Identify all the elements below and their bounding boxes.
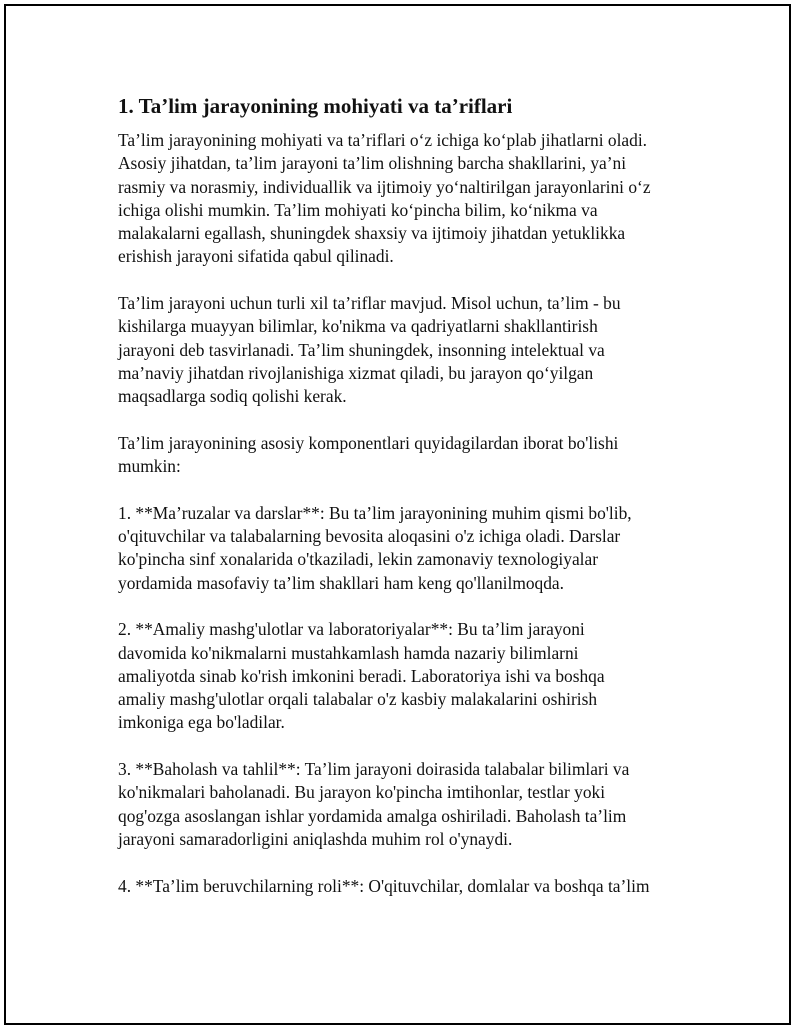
paragraph-components-intro bbox=[118, 432, 693, 479]
text-line: o'qituvchilar va talabalarning bevosita aloqasini o'z ichiga oladi. Darslar bbox=[118, 526, 621, 547]
paragraph-definitions bbox=[118, 292, 693, 408]
list-item-practical bbox=[118, 618, 693, 734]
text-line: qog'ozga asoslangan ishlar yordamida amalga oshiriladi. Baholash ta’lim bbox=[118, 805, 627, 826]
text-line: Ta’lim jarayonining mohiyati va ta’riflari o‘z ichiga ko‘plab jihatlarni oladi. bbox=[118, 130, 648, 150]
text-line: amaliy mashg'ulotlar orqali talabalar o'z kasbiy malakalarini oshirish bbox=[118, 689, 598, 710]
section-heading: 1. Ta’lim jarayonining mohiyati va ta’riflari bbox=[118, 94, 513, 118]
document-body bbox=[118, 92, 693, 921]
text-line: ko'nikmalari baholanadi. Bu jarayon ko'pincha imtihonlar, testlar yoki bbox=[118, 782, 606, 803]
list-item-assessment bbox=[118, 758, 693, 851]
text-line: 2. **Amaliy mashg'ulotlar va laboratoriyalar**: Bu ta’lim jarayoni bbox=[118, 619, 585, 640]
text-line: Asosiy jihatdan, ta’lim jarayoni ta’lim olishning barcha shakllarini, ya’ni bbox=[118, 153, 627, 174]
text-line: ma’naviy jihatdan rivojlanishiga xizmat qiladi, bu jarayon qo‘yilgan bbox=[118, 362, 594, 383]
text-line: Ta’lim jarayonining asosiy komponentlari quyidagilardan iborat bo'lishi bbox=[118, 432, 619, 453]
text-line: erishish jarayoni sifatida qabul qilinadi. bbox=[118, 246, 394, 267]
text-line: rasmiy va norasmiy, individuallik va ijtimoiy yo‘naltirilgan jarayonlarini o‘z bbox=[118, 176, 651, 197]
text-line: malakalarni egallash, shuningdek shaxsiy va ijtimoiy jihatdan yetuklikka bbox=[118, 223, 626, 244]
text-line: maqsadlarga sodiq qolishi kerak. bbox=[118, 386, 347, 407]
text-line: Ta’lim jarayoni uchun turli xil ta’riflar mavjud. Misol uchun, ta’lim - bu bbox=[118, 293, 621, 314]
text-line: kishilarga muayyan bilimlar, ko'nikma va qadriyatlarni shakllantirish bbox=[118, 316, 598, 337]
paragraph-intro bbox=[118, 129, 693, 269]
text-line: ko'pincha sinf xonalarida o'tkaziladi, lekin zamonaviy texnologiyalar bbox=[118, 549, 599, 570]
text-line: ichiga olishi mumkin. Ta’lim mohiyati ko‘pincha bilim, ko‘nikma va bbox=[118, 199, 598, 220]
text-line: jarayoni samaradorligini aniqlashda muhim rol o'ynaydi. bbox=[118, 828, 513, 849]
text-line: 1. **Ma’ruzalar va darslar**: Bu ta’lim jarayonining muhim qismi bo'lib, bbox=[118, 502, 632, 523]
text-line: amaliyotda sinab ko'rish imkonini beradi. Laboratoriya ishi va boshqa bbox=[118, 665, 605, 686]
list-item-educators bbox=[118, 875, 693, 898]
text-line: imkoniga ega bo'ladilar. bbox=[118, 712, 285, 733]
text-line: yordamida masofaviy ta’lim shakllari ham keng qo'llanilmoqda. bbox=[118, 572, 565, 593]
text-line: 4. **Ta’lim beruvchilarning roli**: O'qituvchilar, domlalar va boshqa ta’lim bbox=[118, 875, 650, 896]
list-item-lectures bbox=[118, 502, 693, 595]
text-line: 3. **Baholash va tahlil**: Ta’lim jarayoni doirasida talabalar bilimlari va bbox=[118, 759, 630, 780]
text-line: mumkin: bbox=[118, 456, 181, 477]
text-line: jarayoni deb tasvirlanadi. Ta’lim shuningdek, insonning intelektual va bbox=[118, 339, 605, 360]
text-line: davomida ko'nikmalarni mustahkamlash hamda nazariy bilimlarni bbox=[118, 642, 579, 663]
